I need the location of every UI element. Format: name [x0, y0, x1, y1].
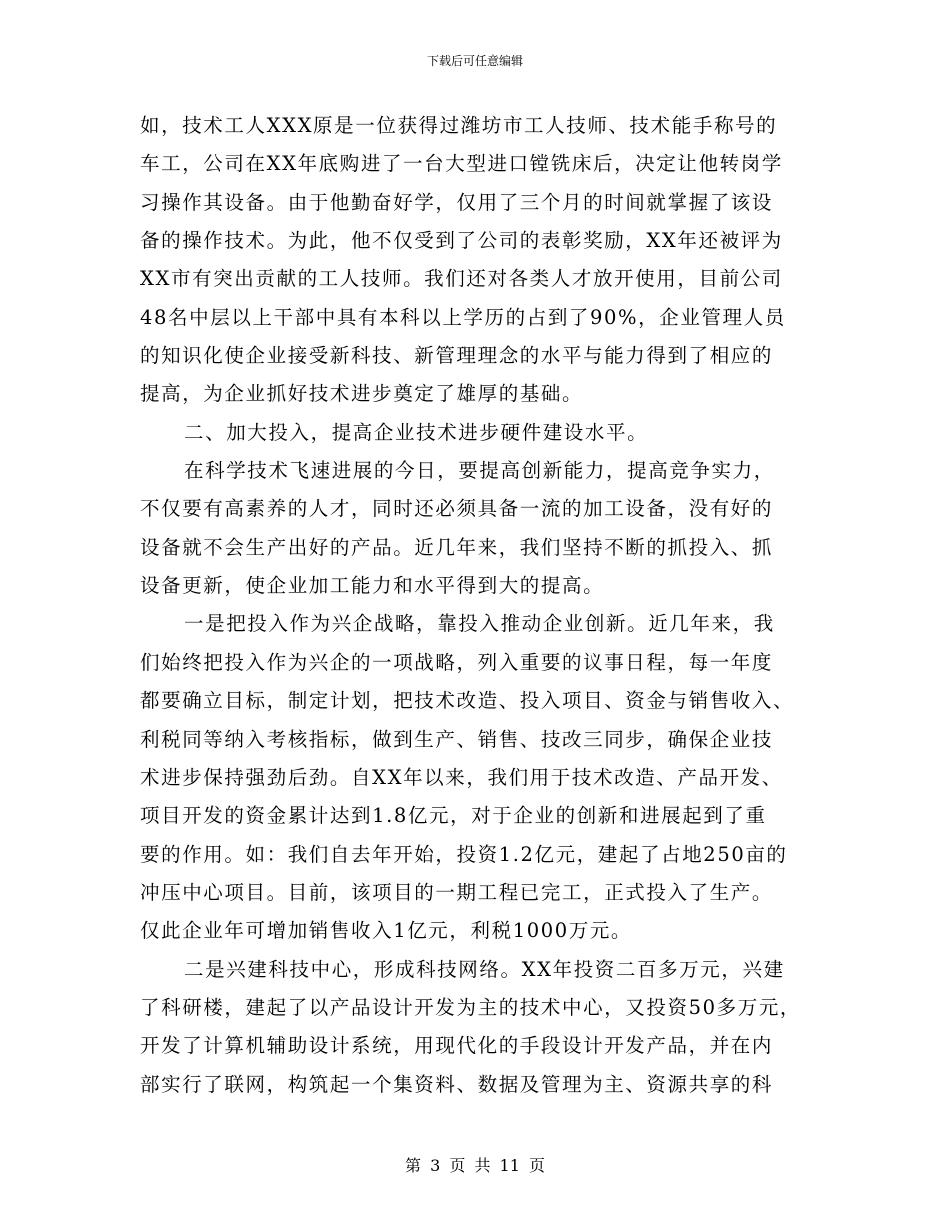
text-line: 部实行了联网，构筑起一个集资料、数据及管理为主、资源共享的科 — [140, 1072, 774, 1096]
document-body — [140, 107, 810, 1104]
text-line: 仅此企业年可增加销售收入1亿元，利税1000万元。 — [140, 919, 633, 943]
text-line: 设备就不会生产出好的产品。近几年来，我们坚持不断的抓投入、抓 — [140, 535, 774, 559]
text-line: 冲压中心项目。目前，该项目的一期工程已完工，正式投入了生产。 — [140, 880, 774, 904]
text-line: 提高，为企业抓好技术进步奠定了雄厚的基础。 — [140, 382, 584, 406]
section-heading: 二、加大投入，提高企业技术进步硬件建设水平。 — [184, 420, 649, 444]
text-line: 都要确立目标，制定计划，把技术改造、投入项目、资金与销售收入、 — [140, 689, 795, 713]
text-line: 车工，公司在XX年底购进了一台大型进口镗铣床后，决定让他转岗学 — [140, 152, 783, 176]
text-line: 48名中层以上干部中具有本科以上学历的占到了90%，企业管理人员 — [140, 305, 786, 329]
text-line: 在科学技术飞速进展的今日，要提高创新能力，提高竞争实力， — [184, 459, 775, 483]
page-header: 下载后可任意编辑 — [426, 54, 523, 68]
text-line: XX市有突出贡献的工人技师。我们还对各类人才放开使用，目前公司 — [140, 267, 783, 291]
text-line: 项目开发的资金累计达到1.8亿元，对于企业的创新和进展起到了重 — [140, 804, 767, 828]
text-line: 要的作用。如：我们自去年开始，投资1.2亿元，建起了占地250亩的 — [140, 842, 788, 866]
text-line: 不仅要有高素养的人才，同时还必须具备一流的加工设备，没有好的 — [140, 497, 774, 521]
text-line: 的知识化使企业接受新科技、新管理理念的水平与能力得到了相应的 — [140, 344, 774, 368]
text-line: 术进步保持强劲后劲。自XX年以来，我们用于技术改造、产品开发、 — [140, 765, 783, 789]
text-line: 如，技术工人XXX原是一位获得过潍坊市工人技师、技术能手称号的 — [140, 114, 778, 137]
page-footer: 第 3 页 共 11 页 — [405, 1156, 545, 1175]
text-line: 习操作其设备。由于他勤奋好学，仅用了三个月的时间就掌握了该设 — [140, 190, 774, 214]
text-line: 一是把投入作为兴企战略，靠投入推动企业创新。近几年来，我 — [184, 612, 775, 636]
text-line: 备的操作技术。为此，他不仅受到了公司的表彰奖励，XX年还被评为 — [140, 229, 783, 253]
text-line: 们始终把投入作为兴企的一项战略，列入重要的议事日程，每一年度 — [140, 650, 774, 674]
text-line: 设备更新，使企业加工能力和水平得到大的提高。 — [140, 574, 605, 598]
text-line: 二是兴建科技中心，形成科技网络。XX年投资二百多万元，兴建 — [184, 957, 785, 981]
text-line: 利税同等纳入考核指标，做到生产、销售、技改三同步，确保企业技 — [140, 727, 774, 751]
text-line: 了科研楼，建起了以产品设计开发为主的技术中心，又投资50多万元， — [140, 995, 802, 1019]
text-line: 开发了计算机辅助设计系统，用现代化的手段设计开发产品，并在内 — [140, 1034, 774, 1058]
